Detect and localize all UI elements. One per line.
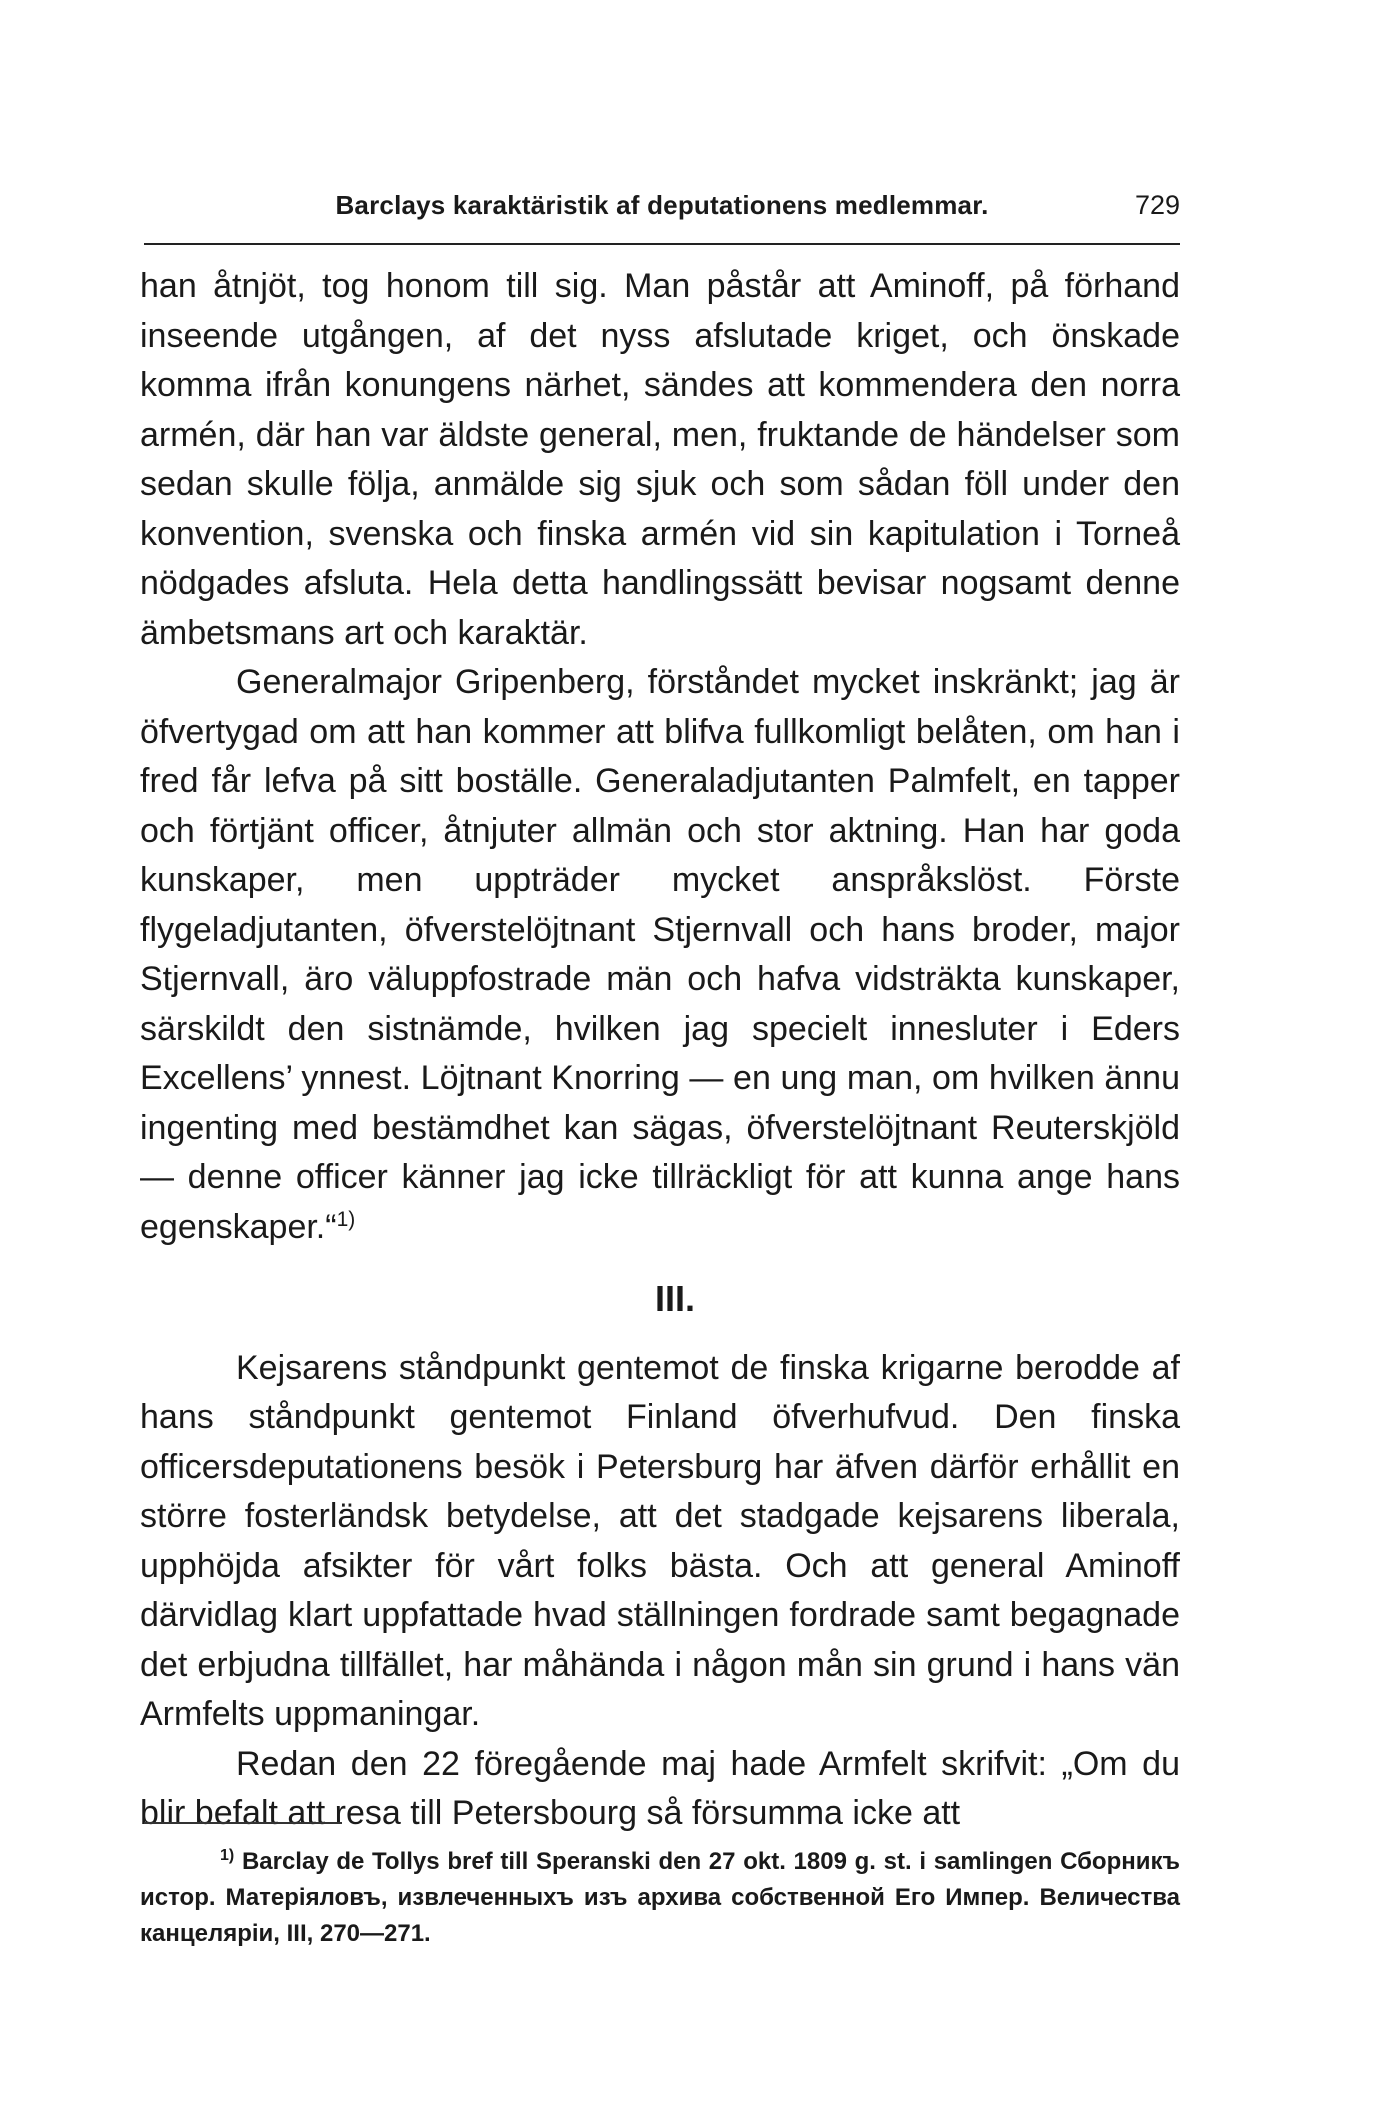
footnote	[140, 1844, 1180, 1952]
body-text	[140, 262, 1180, 1839]
footnote-reference: 1)	[336, 1207, 356, 1231]
section-heading: III.	[654, 1278, 695, 1319]
footnote-rule	[144, 1822, 342, 1824]
paragraph-2	[140, 658, 1180, 1252]
paragraph-4: Redan den 22 föregående maj hade Armfelt skrifvit: „Om du blir befalt att resa till Petersbourg så försumma icke att	[140, 1744, 1180, 1832]
page-number: 729	[1134, 190, 1180, 220]
footnote-text: Barclay de Tollys bref till Speranski den 27 okt. 1809 g. st. i samlingen Сборникъ истор. Матеріяловъ, извлеченныхъ изъ архива собственной Его Импер. Величества канцеляріи, III, 270—271.	[140, 1848, 1181, 1947]
paragraph-1: han åtnjöt, tog honom till sig. Man påstår att Aminoff, på förhand inseende utgången, af det nyss afslutade kriget, och önskade komma ifrån konungens närhet, sändes att kommendera den norra armén, där han var äldste general, men, fruktande de händelser som sedan skulle följa, anmälde sig sjuk och som sådan föll under den konvention, svenska och finska armén vid sin kapitulation i Torneå nödgades afsluta. Hela detta handlingssätt bevisar nogsamt denne ämbetsmans art och karaktär.	[140, 267, 1180, 652]
paragraph-3: Kejsarens ståndpunkt gentemot de finska krigarne berodde af hans ståndpunkt gentemot Finland öfverhufvud. Den finska officersdeputationens besök i Petersburg har äfven därför erhållit en större fosterländsk betydelse, att det stadgade kejsarens liberala, upphöjda afsikter för vårt folks bästa. Och att general Aminoff därvidlag klart uppfattade hvad ställningen fordrade samt begagnade det erbjudna tillfället, har måhända i någon mån sin grund i hans vän Armfelts uppmaningar.	[140, 1348, 1180, 1733]
header-rule	[144, 243, 1180, 245]
running-title: Barclays karaktäristik af deputationens medlemmar.	[335, 190, 989, 220]
footnote-mark: 1)	[220, 1847, 235, 1864]
page-header	[144, 190, 1180, 240]
paragraph-2-text: Generalmajor Gripenberg, förståndet mycket inskränkt; jag är öfvertygad om att han kommer att blifva fullkomligt belåten, om han i fred får lefva på sitt boställe. Generaladjutanten Palmfelt, en tapper och förtjänt officer, åtnjuter allmän och stor aktning. Han har goda kunskaper, men uppträder mycket anspråkslöst. Förste flygeladjutanten, öfverstelöjtnant Stjernvall och hans broder, major Stjernvall, äro väluppfostrade män och hafva vidsträkta kunskaper, särskildt den sistnämde, hvilken jag specielt innesluter i Eders Excellens’ ynnest. Löjtnant Knorring — en ung man, om hvilken ännu ingenting med bestämdhet kan sägas, öfverstelöjtnant Reuterskjöld — denne officer känner jag icke tillräckligt för att kunna ange hans egenskaper.“	[140, 663, 1180, 1246]
